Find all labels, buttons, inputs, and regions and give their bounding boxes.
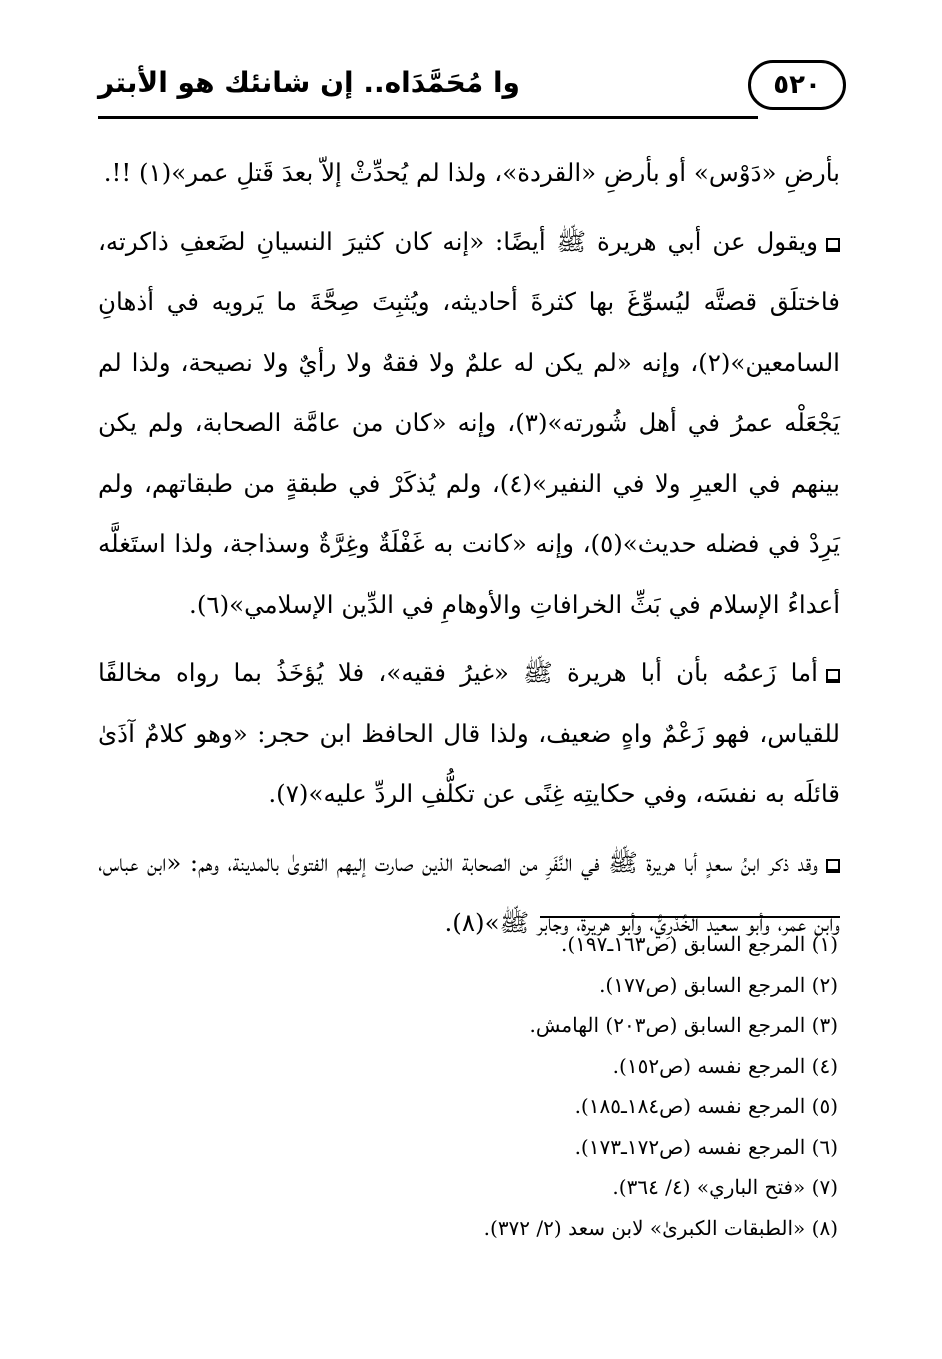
paragraph-marker-icon <box>826 859 840 873</box>
footnote-separator <box>540 916 840 918</box>
page-header <box>98 58 846 118</box>
footnote-4: (٤) المرجع نفسه (ص١٥٢). <box>612 1053 838 1078</box>
paragraph-3 <box>98 643 840 825</box>
footnote-1: (١) المرجع السابق (ص١٦٣ـ١٩٧). <box>560 932 838 956</box>
paragraph-text: وقد ذكر ابنُ سعدٍ أبا هريرة ﷺ في النَّفَرِ من الصحابة الذين صارت إليهم الفتوىٰ بالمدينة، وهم: «ابن عباس، وابن عمر، وأبو سعيد الخُدْرِيُّ، وأبو هريرة، وجابر ﷺ»(٨). <box>98 847 840 937</box>
footnote-3: (٣) المرجع السابق (ص٢٠٣) الهامش. <box>529 1013 838 1037</box>
running-title: وا مُحَمَّدَاه.. إن شانئك هو الأبتر <box>98 66 520 99</box>
paragraph-marker-icon <box>826 238 840 252</box>
paragraph-1 <box>98 143 840 204</box>
paragraph-marker-icon <box>826 669 840 683</box>
footnote-2: (٢) المرجع السابق (ص١٧٧). <box>599 972 838 997</box>
paragraph-text: أما زَعمُه بأن أبا هريرة ﷺ «غيرُ فقيه»، فلا يُؤخَذُ بما رواه مخالفًا للقياس، فهو زَعْمٌ واهٍ ضعيف، ولذا قال الحافظ ابن حجر: «وهو كلامٌ آذَىٰ قائلَه به نفسَه، وفي حكايتِه غِنًى عن تكلُّفِ الردِّ عليه»(٧). <box>98 658 840 808</box>
footnote-7: (٧) «فتح الباري» (٤/ ٣٦٤). <box>612 1175 838 1199</box>
footnote-6: (٦) المرجع نفسه (ص١٧٢ـ١٧٣). <box>574 1134 838 1159</box>
header-rule <box>98 116 758 119</box>
footnote-5: (٥) المرجع نفسه (ص١٨٤ـ١٨٥). <box>574 1094 838 1118</box>
main-text <box>98 143 840 954</box>
footnote-8: (٨) «الطبقات الكبرىٰ» لابن سعد (٢/ ٣٧٢). <box>483 1215 838 1240</box>
paragraph-2 <box>98 212 840 636</box>
page-number-badge <box>748 60 846 110</box>
page-number: ٥٢٠ <box>773 70 821 100</box>
footnotes-list <box>98 924 838 1248</box>
paragraph-text: بأرضِ «دَوْس» أو بأرضِ «القردة»، ولذا لم يُحدِّثْ إلاّ بعدَ قَتلِ عمر»(١) !!. <box>103 158 840 187</box>
paragraph-text: ويقول عن أبي هريرة ﷺ أيضًا: «إنه كان كثيرَ النسيانِ لضَعفِ ذاكرته، فاختلَق قصتَّه ليُسوِّغَ بها كثرةَ أحاديثه، ويُثبِتَ صِحَّةَ ما يَرويه في أذهانِ السامعين»(٢)، وإنه «لم يكن له علمٌ ولا فقهٌ ولا رأيٌ ولا نصيحة، ولذا لم يَجْعَلْه عمرُ في أهل شُورته»(٣)، وإنه «كان من عامَّة الصحابة، ولم يكن بينهم في العيرِ ولا في النفير»(٤)، ولم يُذكَرْ في طبقةٍ من طبقاتهم، ولم يَرِدْ في فضله حديث»(٥)، وإنه «كانت به غَفْلَةٌ وغِرَّةٌ وسذاجة، ولذا استَغلَّه أعداءُ الإسلام في بَثِّ الخرافاتِ والأوهامِ في الدِّين الإسلامي»(٦). <box>98 226 840 619</box>
